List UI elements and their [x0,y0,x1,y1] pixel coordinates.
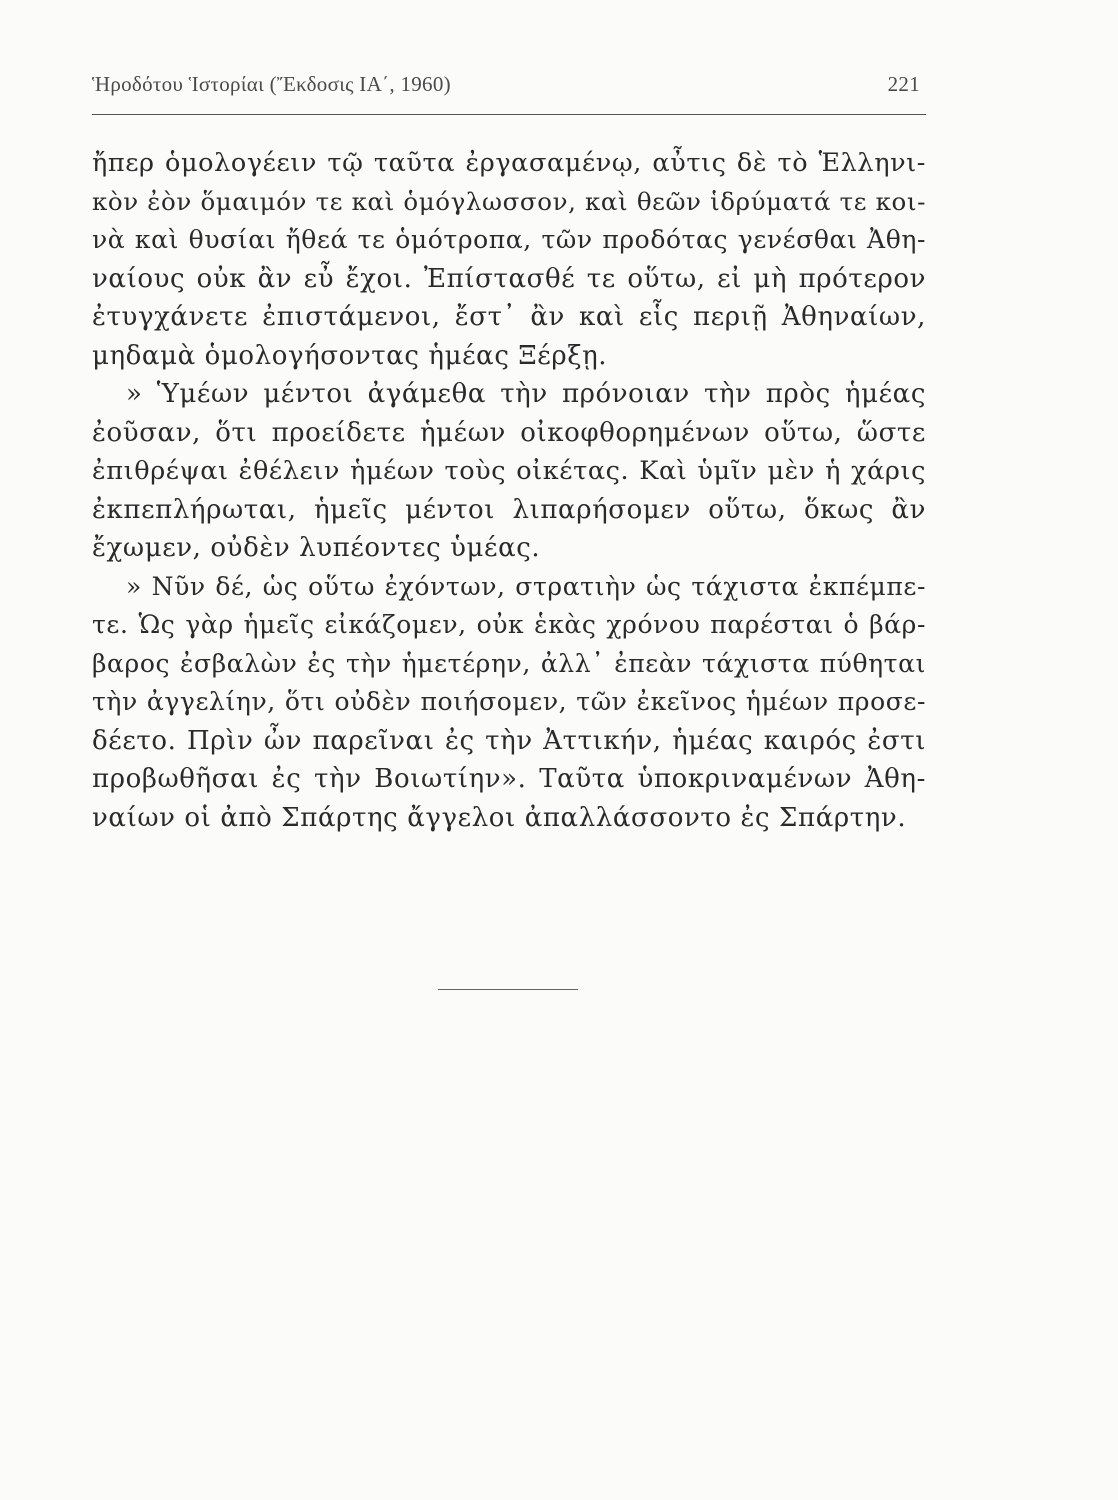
body-text [92,144,926,837]
paragraph-first-line: » Νῦν δέ, ὡς οὕτω ἐχόντων, στρατιὴν ὡς τάχιστα ἐκπέμπε- [126,571,926,601]
running-header [92,72,926,106]
text-line: ἔχωμεν, οὐδὲν λυπέοντες ὑμέας. [92,533,541,563]
text-line: νὰ καὶ θυσίαι ἤθεά τε ὁμότροπα, τῶν προδότας γενέσθαι Ἀθη- [92,225,926,254]
text-line: προβωθῆσαι ἐς τὴν Βοιωτίην». Ταῦτα ὑποκριναμένων Ἀθη- [92,764,926,794]
text-line: ναίους οὐκ ἂν εὖ ἔχοι. Ἐπίστασθέ τε οὕτω, εἰ μὴ πρότερον [92,263,926,294]
page-number: 221 [887,72,920,96]
text-line: μηδαμὰ ὁμολογήσοντας ἡμέας Ξέρξῃ. [92,340,608,371]
header-rule [92,114,926,115]
text-line: ἐτυγχάνετε ἐπιστάμενοι, ἔστ᾽ ἂν καὶ εἷς περιῇ Ἀθηναίων, [92,302,926,332]
text-line: βαρος ἐσβαλὼν ἐς τὴν ἡμετέρην, ἀλλ᾽ ἐπεὰν τάχιστα πύθηται [92,648,926,678]
section-end-rule [438,989,578,990]
text-line: κὸν ἐὸν ὅμαιμόν τε καὶ ὁμόγλωσσον, καὶ θεῶν ἱδρύματά τε κοι- [92,186,926,216]
text-line: τε. Ὡς γὰρ ἡμεῖς εἰκάζομεν, οὐκ ἑκὰς χρόνου παρέσται ὁ βάρ- [92,610,926,639]
text-line: ἐκπεπλήρωται, ἡμεῖς μέντοι λιπαρήσομεν οὕτω, ὅκως ἂν [92,494,926,525]
text-line: ἐοῦσαν, ὅτι προείδετε ἡμέων οἰκοφθορημένων οὕτω, ὥστε [92,417,926,448]
running-header-title: Ἡροδότου Ἱστορίαι (Ἔκδοσις ΙΑ΄, 1960) [92,72,451,96]
text-line: ναίων οἱ ἀπὸ Σπάρτης ἄγγελοι ἀπαλλάσσοντο ἐς Σπάρτην. [92,802,907,833]
paragraph-first-line: » Ὑμέων μέντοι ἀγάμεθα τὴν πρόνοιαν τὴν πρὸς ἡμέας [126,379,926,409]
text-line: ἐπιθρέψαι ἐθέλειν ἡμέων τοὺς οἰκέτας. Καὶ ὑμῖν μὲν ἡ χάρις [92,456,926,486]
text-line: ἤπερ ὁμολογέειν τῷ ταῦτα ἐργασαμένῳ, αὖτις δὲ τὸ Ἑλληνι- [92,148,926,178]
text-line: τὴν ἀγγελίην, ὅτι οὐδὲν ποιήσομεν, τῶν ἐκεῖνος ἡμέων προσε- [92,687,926,716]
text-line: δέετο. Πρὶν ὦν παρεῖναι ἐς τὴν Ἀττικήν, ἡμέας καιρός ἐστι [92,725,926,756]
